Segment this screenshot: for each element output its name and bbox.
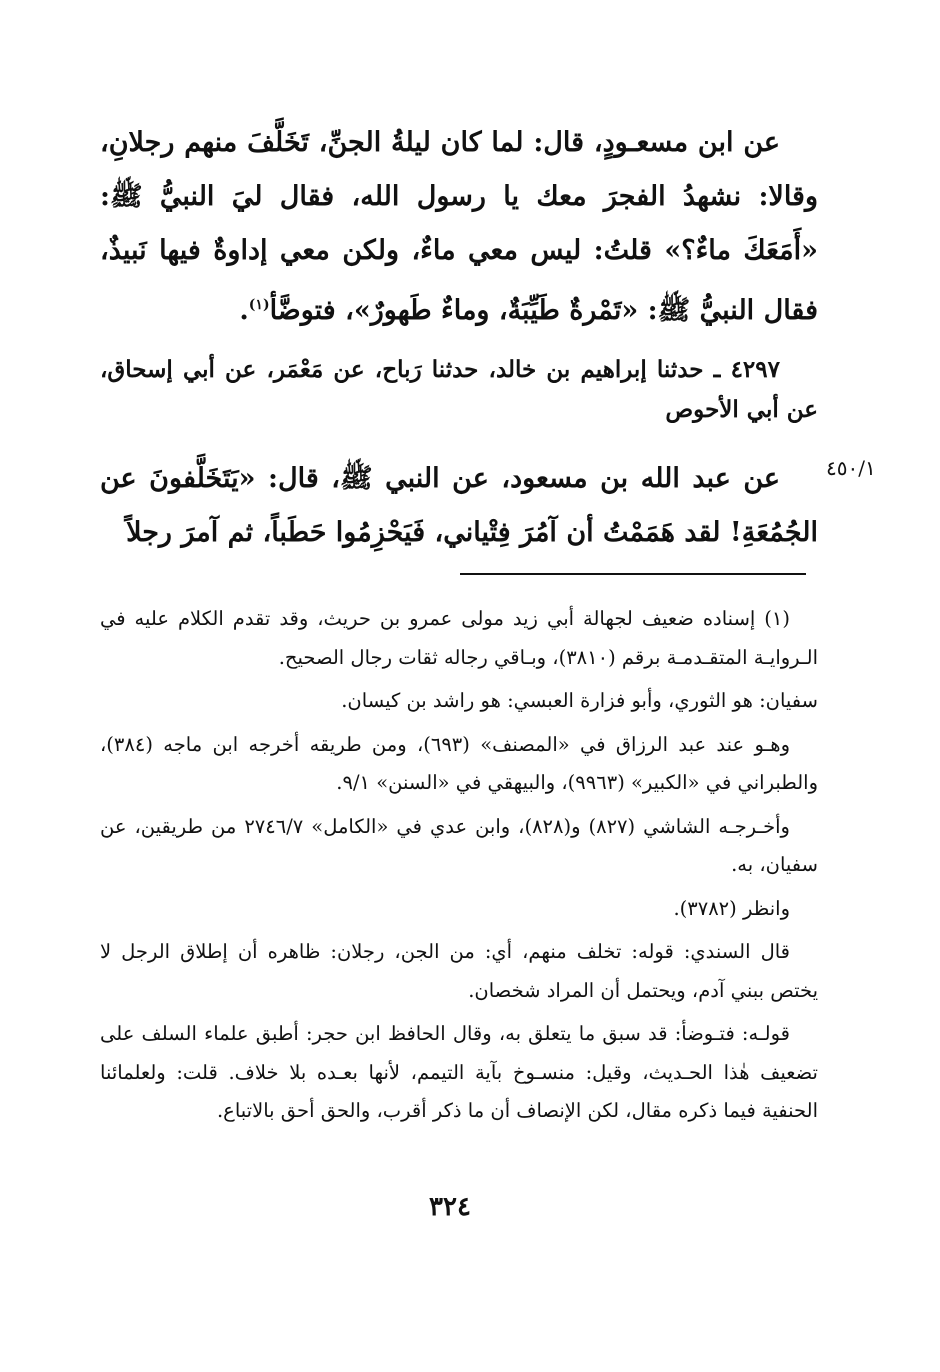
hadith-1-body: عن ابن مسعـودٍ، قال: لما كان ليلةُ الجنِّ، تَخَلَّفَ منهم رجلانِ، وقالا: نشهدُ الفجرَ معك يا رسول الله، فقال ليَ النبيُّ ﷺ: «أَمَعَكَ ماءٌ؟» قلتُ: ليس معي ماءٌ، ولكن معي إداوةٌ فيها نَبيذٌ، فقال النبيُّ ﷺ: «تَمْرةٌ طَيِّبَةٌ، وماءٌ طَهورٌ»، فتوضَّأ — [100, 127, 818, 326]
footnote-paragraph: قولـه: فتـوضأ: قد سبق ما يتعلق به، وقال الحافظ ابن حجر: أطبق علماء السلف على تضعيف هٰذا الحـديث، وقيل: منسـوخ بآية التيمم، لأنها بعـده بلا خلاف. قلت: ولعلمائنا الحنفية فيما ذكره مقال، لكن الإنصاف أن ما ذكر أقرب، والحق أحق بالاتباع. — [100, 1022, 818, 1122]
margin-reference: ٤٥٠/١ — [826, 456, 876, 480]
footnote-paragraph: وهـو عند عبد الرزاق في «المصنف» (٦٩٣)، ومن طريقه أخرجه ابن ماجه (٣٨٤)، والطبراني في «الكبير» (٩٩٦٣)، والبيهقي في «السنن» ٩/١. — [100, 732, 818, 794]
footnote-paragraph: وأخـرجـه الشاشي (٨٢٧) و(٨٢٨)، وابن عدي في «الكامل» ٢٧٤٦/٧ من طريقين، عن سفيان، به. — [100, 814, 818, 876]
hadith-1-end: . — [239, 295, 249, 326]
isnad-4297: ٤٢٩٧ ـ حدثنا إبراهيم بن خالد، حدثنا رَباح، عن مَعْمَر، عن أبي إسحاق، عن أبي الأحوص — [100, 356, 818, 423]
footnotes-section — [100, 600, 818, 1136]
hadith-text-1 — [100, 116, 818, 338]
footnote-paragraph: قال السندي: قوله: تخلف منهم، أي: من الجن، رجلان: ظاهره أن إطلاق الرجل لا يختص ببني آدم، ويحتمل أن المراد شخصان. — [100, 940, 818, 1002]
page-number: ٣٢٤ — [429, 1192, 471, 1222]
footnote-marker: (١) — [248, 297, 270, 313]
hadith-text-2: عن عبد الله بن مسعود، عن النبي ﷺ، قال: «يَتَخَلَّفونَ عن الجُمُعَةِ! لقد هَمَمْتُ أن آمُرَ فِتْياني، فَيَحْزِمُوا حَطَباً، ثم آمرَ رجلاً — [100, 463, 818, 548]
footnote-separator — [460, 573, 806, 575]
footnote-paragraph: سفيان: هو الثوري، وأبو فزارة العبسي: هو راشد بن كيسان. — [341, 689, 818, 712]
footnote-paragraph: (١) إسناده ضعيف لجهالة أبي زيد مولى عمرو بن حريث، وقد تقدم الكلام عليه في الـروايـة المتقـدمـة برقم (٣٨١٠)، وبـاقي رجاله ثقات رجال الصحيح. — [100, 607, 818, 669]
footnote-paragraph: وانظر (٣٧٨٢). — [673, 896, 790, 920]
